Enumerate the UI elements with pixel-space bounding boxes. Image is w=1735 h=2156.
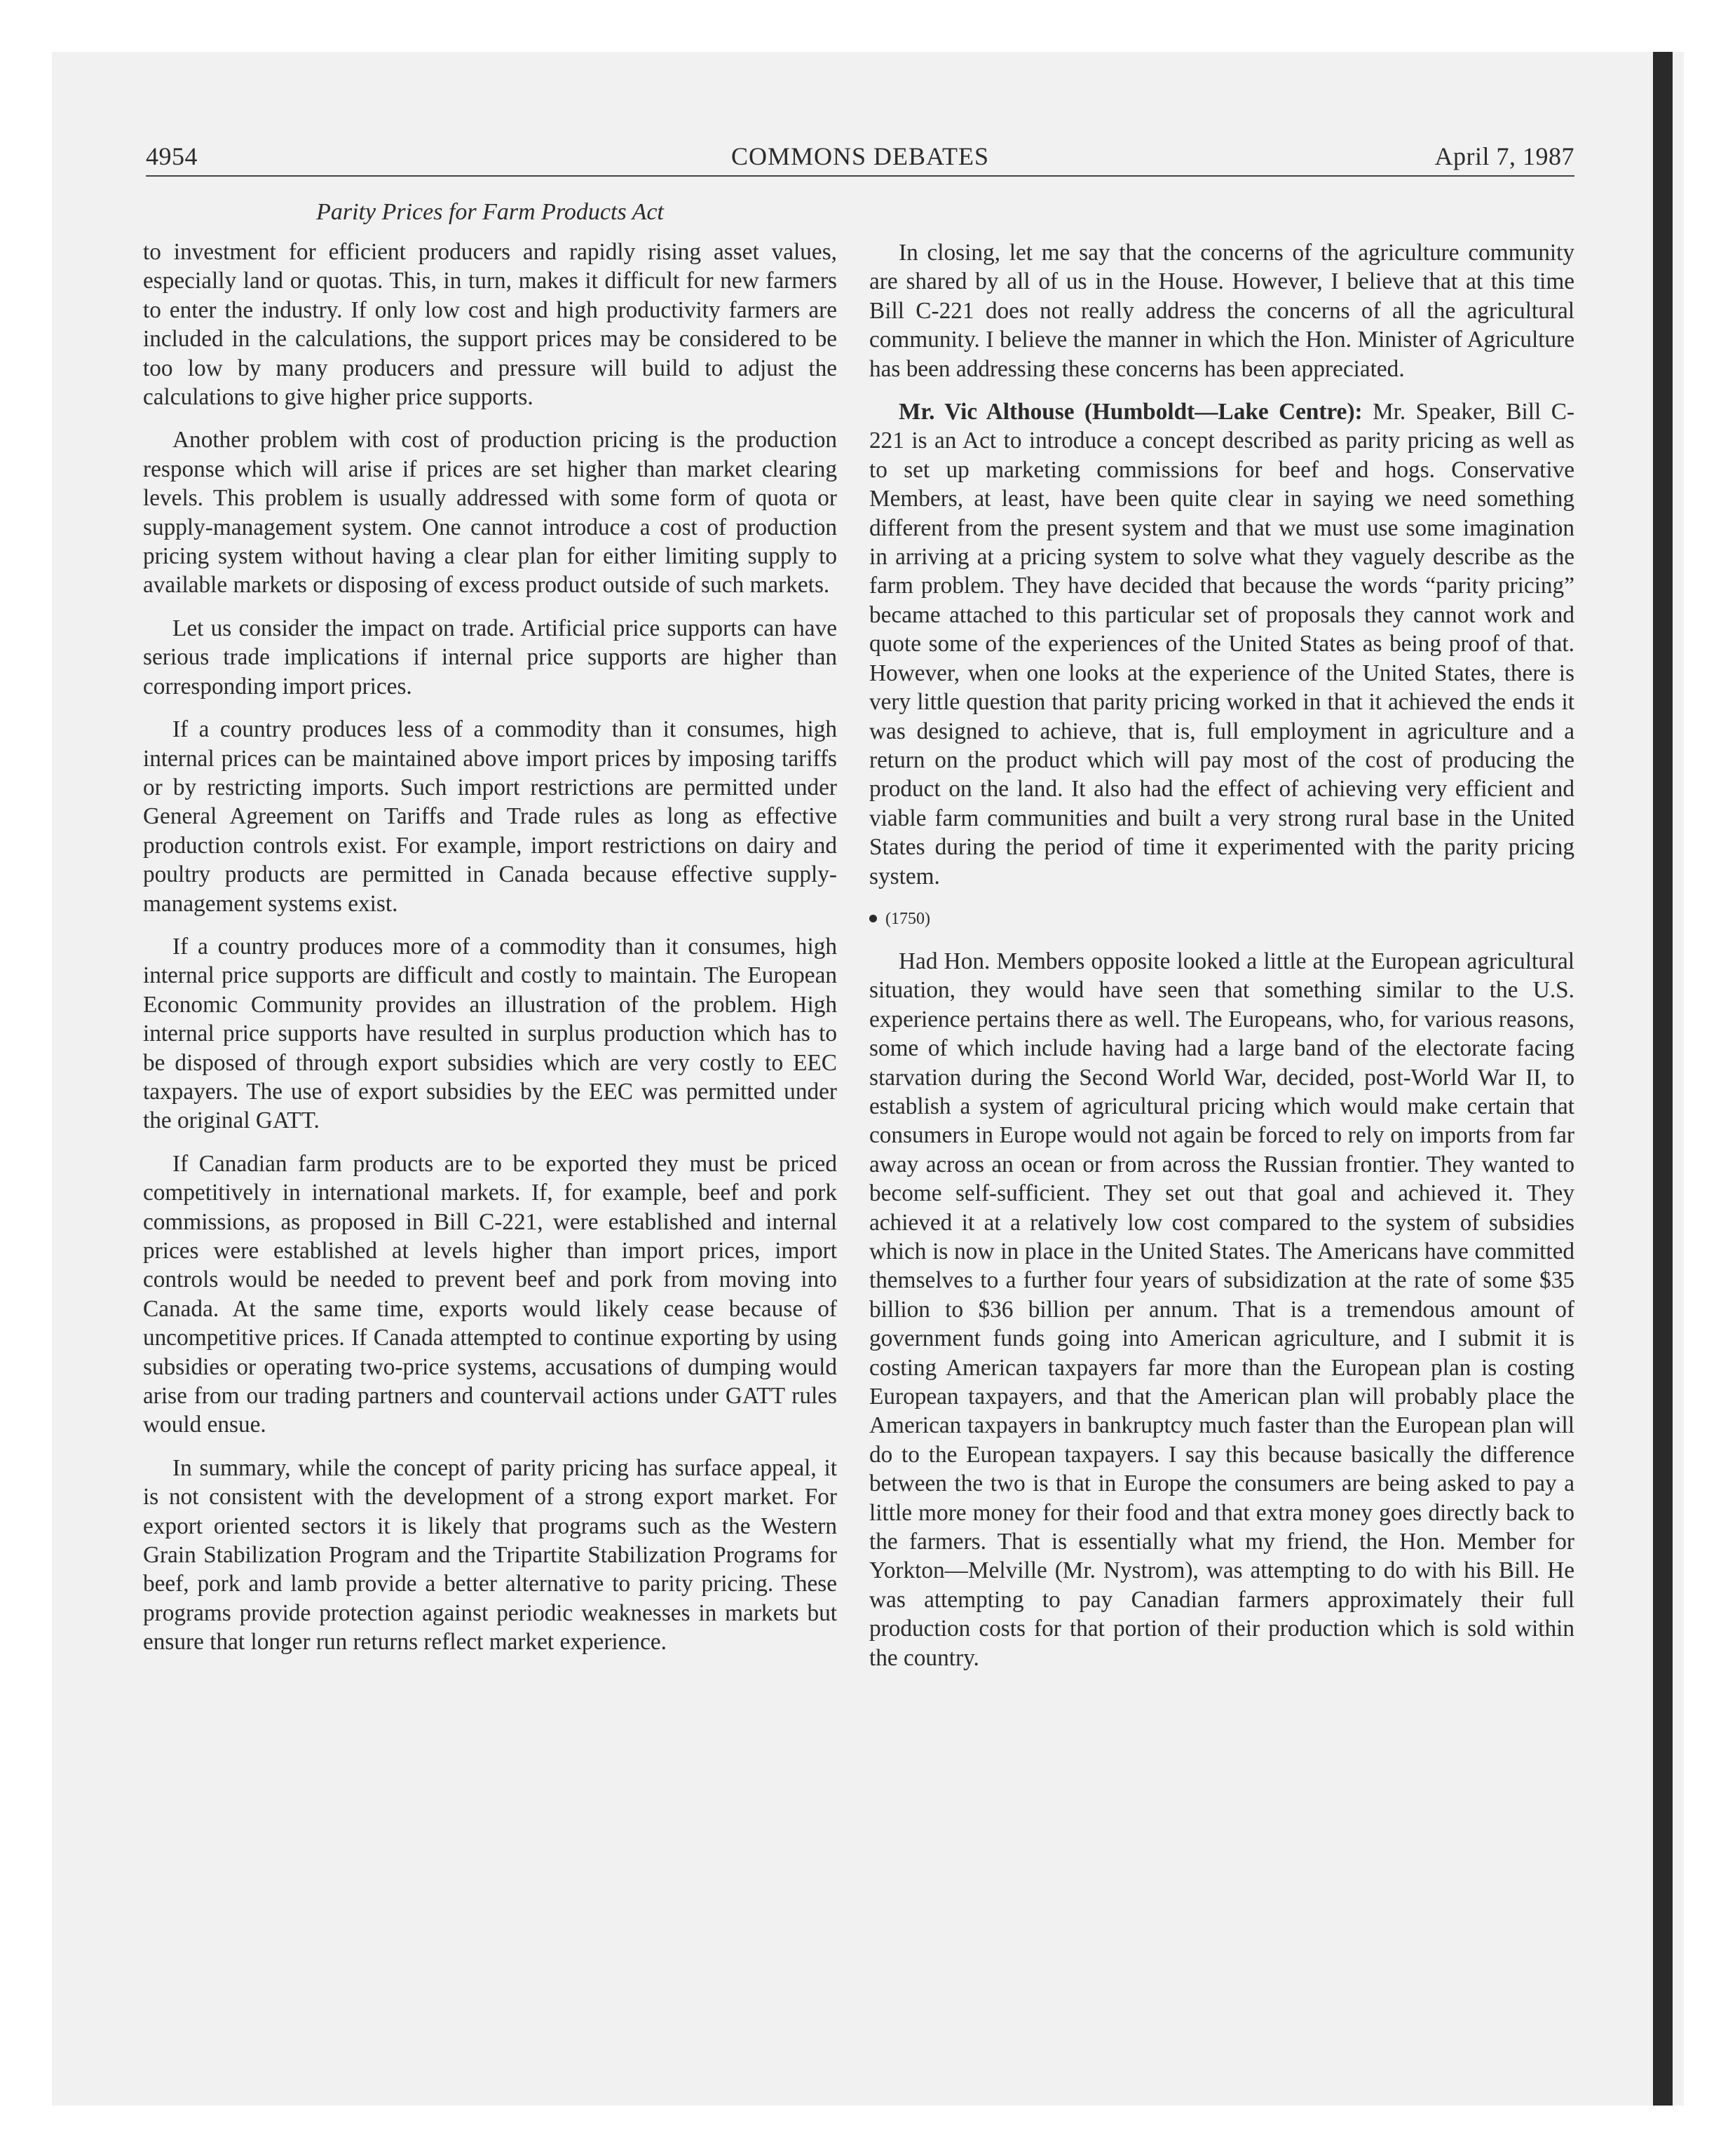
paragraph: In closing, let me say that the concerns of the agriculture community are shared by all of us in the House. However, I believe that at this time Bill C-221 does not really address the concerns of all the agricultural community. I believe the manner in which the Hon. Minister of Agriculture has been addressing these concerns has been appreciated. <box>869 240 1574 382</box>
speaker-name: Mr. Vic Althouse (Humboldt—Lake Centre): <box>899 399 1363 425</box>
issue-date: April 7, 1987 <box>1434 142 1574 170</box>
paragraph: to investment for efficient producers and rapidly rising asset values, especially land or quotas. This, in turn, makes it difficult for new farmers to enter the industry. If only low cost and high productivity farmers are included in the calculations, the support prices may be considered to be too low by many producers and pressure will build to adjust the calculations to give higher price supports. <box>143 239 837 411</box>
timestamp-text: (1750) <box>885 909 930 928</box>
scan-edge-strip <box>1653 52 1673 2106</box>
running-head: Parity Prices for Farm Products Act <box>316 199 664 225</box>
paragraph: Let us consider the impact on trade. Artificial price supports can have serious trade implications if internal price supports are higher than corresponding import prices. <box>143 615 837 700</box>
paragraph: Another problem with cost of production pricing is the production response which will arise if prices are set higher than market clearing levels. This problem is usually addressed with some form of quota or supply-management system. One cannot introduce a cost of production pricing system without having a clear plan for either limiting supply to available markets or disposing of excess product outside of such markets. <box>143 427 837 599</box>
speech-paragraph <box>869 397 1574 891</box>
page-header <box>146 140 1574 177</box>
bullet-dot-icon <box>869 915 877 922</box>
journal-title: COMMONS DEBATES <box>730 142 990 170</box>
paragraph: If a country produces less of a commodity than it consumes, high internal prices can be maintained above import prices by imposing tariffs or by restricting imports. Such import restrictions are permitted under General Agreement on Tariffs and Trade rules as long as effective production controls exist. For example, import restrictions on dairy and poultry products are permitted in Canada because effective supply-management systems exist. <box>143 716 837 917</box>
paragraph: Had Hon. Members opposite looked a little at the European agricultural situation, they would have seen that something similar to the U.S. experience pertains there as well. The Europeans, who, for various reasons, some of which include having had a large band of the electorate facing starvation during the Second World War, decided, post-World War II, to establish a system of agricultural pricing which would make certain that consumers in Europe would not again be forced to rely on imports from far away across an ocean or from across the Russian frontier. They wanted to become self-sufficient. They set out that goal and achieved it. They achieved it at a relatively low cost compared to the system of subsidies which is now in place in the United States. The Americans have committed themselves to a further four years of subsidization at the rate of some $35 billion to $36 billion per annum. That is a tremendous amount of government funds going into American agriculture, and I submit it is costing American taxpayers far more than the European plan is costing European taxpayers, and that the American plan will probably place the American taxpayers in bankruptcy much faster than the European plan will do to the European taxpayers. I say this because basically the difference between the two is that in Europe the consumers are being asked to pay a little more money for their food and that extra money goes directly back to the farmers. That is essentially what my friend, the Hon. Member for Yorkton—Melville (Mr. Nystrom), was attempting to do with his Bill. He was attempting to pay Canadian farmers approximately their full production costs for that portion of their production which is sold within the country. <box>869 948 1574 1671</box>
page-number: 4954 <box>146 142 198 170</box>
timestamp-marker <box>869 905 1574 933</box>
speech-text: Mr. Speaker, Bill C-221 is an Act to introduce a concept described as parity pricing as well as to set up marketing commissions for beef and hogs. Conservative Members, at least, have been quite clear in saying we need something different from the present system and that we must use some imagination in arriving at a pricing system to solve what they vaguely describe as the farm problem. They have decided that because the words “parity pricing” became attached to this particular set of proposals they cannot work and quote some of the experiences of the United States as being proof of that. However, when one looks at the experience of the United States, there is very little question that parity pricing worked in that it achieved the ends it was designed to achieve, that is, full employment in agriculture and a return on the product which will pay most of the cost of producing the product on the land. It also had the effect of achieving very efficient and viable farm communities and built a very strong rural base in the United States during the period of time it experimented with the parity pricing system. <box>869 399 1574 889</box>
paragraph: If Canadian farm products are to be exported they must be priced competitively in international markets. If, for example, beef and pork commissions, as proposed in Bill C-221, were established and internal prices were established at levels higher than import prices, import controls would be needed to prevent beef and pork from moving into Canada. At the same time, exports would likely cease because of uncompetitive prices. If Canada attempted to continue exporting by using subsidies or operating two-price systems, accusations of dumping would arise from our trading partners and countervail actions under GATT rules would ensue. <box>143 1150 837 1438</box>
paragraph: If a country produces more of a commodity than it consumes, high internal price supports are difficult and costly to maintain. The European Economic Community provides an illustration of the problem. High internal price supports have resulted in surplus production which has to be disposed of through export subsidies which are very costly to EEC taxpayers. The use of export subsidies by the EEC was permitted under the original GATT. <box>143 933 837 1134</box>
paragraph: In summary, while the concept of parity pricing has surface appeal, it is not consistent with the development of a strong export market. For export oriented sectors it is likely that programs such as the Western Grain Stabilization Program and the Tripartite Stabilization Programs for beef, pork and lamb provide a better alternative to parity pricing. These programs provide protection against periodic weaknesses in markets but ensure that longer run returns reflect market experience. <box>143 1454 837 1656</box>
right-column <box>869 238 1574 1686</box>
left-column <box>143 198 837 1671</box>
